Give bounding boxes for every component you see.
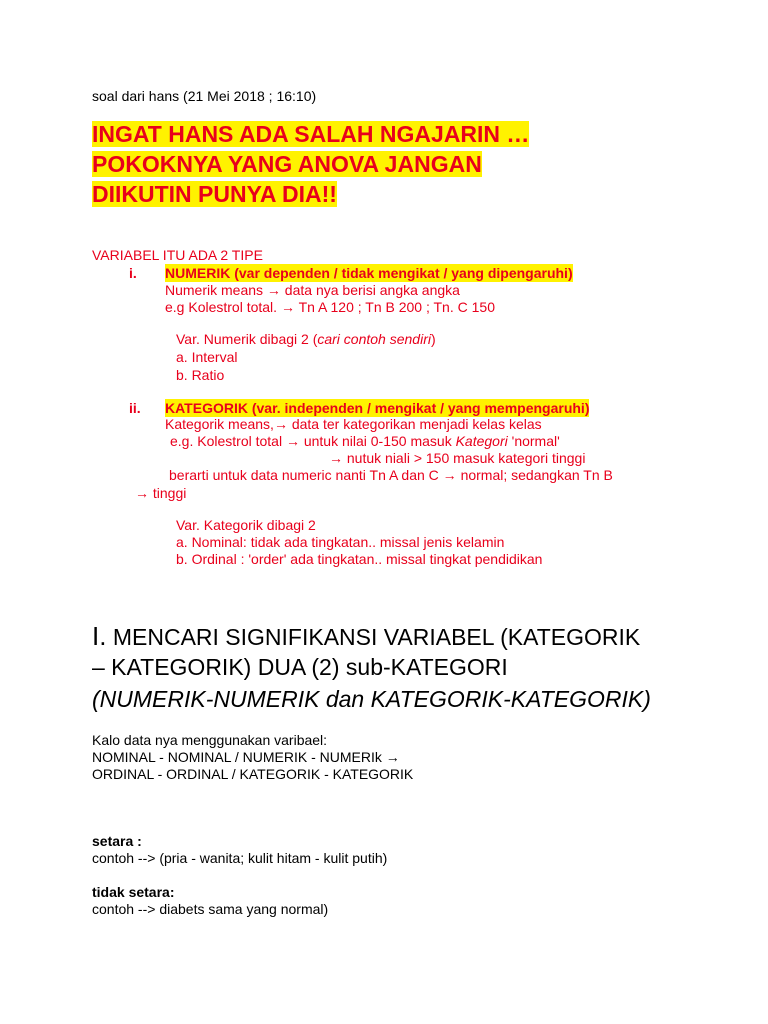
kalo-line: Kalo data nya menggunakan varibael:: [92, 732, 328, 748]
kategorik-split: Var. Kategorik dibagi 2: [176, 517, 316, 533]
kategorik-berarti: berarti untuk data numeric nanti Tn A dan C → normal; sedangkan Tn B: [169, 467, 613, 483]
numerik-example: e.g Kolestrol total. → Tn A 120 ; Tn B 200 ; Tn. C 150: [165, 299, 495, 315]
kategorik-example-2: → nutuk niali > 150 masuk kategori tinggi: [329, 450, 586, 466]
setara-label: setara :: [92, 833, 142, 849]
warning-line-1: INGAT HANS ADA SALAH NGAJARIN …: [92, 121, 530, 147]
kategorik-heading: KATEGORIK (var. independen / mengikat / yang mempengaruhi): [165, 400, 590, 416]
section-1-heading-line-3: (NUMERIK-NUMERIK dan KATEGORIK-KATEGORIK): [92, 686, 651, 712]
variabel-title: VARIABEL ITU ADA 2 TIPE: [92, 247, 263, 263]
numerik-means: Numerik means → data nya berisi angka angka: [165, 282, 460, 298]
kategorik-roman: ii.: [129, 400, 141, 416]
ordinal-line: ORDINAL - ORDINAL / KATEGORIK - KATEGORIK: [92, 766, 414, 782]
setara-contoh: contoh --> (pria - wanita; kulit hitam - kulit putih): [92, 850, 388, 866]
kategorik-means: Kategorik means,→ data ter kategorikan menjadi kelas kelas: [165, 416, 542, 432]
nominal-line: NOMINAL - NOMINAL / NUMERIK - NUMERIk →: [92, 749, 400, 765]
numerik-heading: NUMERIK (var dependen / tidak mengikat / yang dipengaruhi): [165, 265, 573, 281]
section-1-heading-line-2: – KATEGORIK) DUA (2) sub-KATEGORI: [92, 654, 508, 680]
numerik-roman: i.: [129, 265, 137, 281]
kategorik-example: e.g. Kolestrol total → untuk nilai 0-150 masuk Kategori 'normal': [170, 433, 560, 449]
warning-line-3: DIIKUTIN PUNYA DIA!!: [92, 181, 337, 207]
numerik-item-ratio: b. Ratio: [176, 367, 225, 383]
numerik-item-interval: a. Interval: [176, 349, 238, 365]
kategorik-tinggi: → tinggi: [135, 485, 187, 501]
kategorik-item-ordinal: b. Ordinal : 'order' ada tingkatan.. missal tingkat pendidikan: [176, 551, 543, 567]
section-1-heading-line-1: I. MENCARI SIGNIFIKANSI VARIABEL (KATEGORIK: [92, 621, 641, 651]
warning-line-2: POKOKNYA YANG ANOVA JANGAN: [92, 151, 482, 177]
tidak-setara-contoh: contoh --> diabets sama yang normal): [92, 901, 329, 917]
tidak-setara-label: tidak setara:: [92, 884, 175, 900]
numerik-split: Var. Numerik dibagi 2 (cari contoh sendiri): [176, 331, 436, 347]
kategorik-item-nominal: a. Nominal: tidak ada tingkatan.. missal jenis kelamin: [176, 534, 505, 550]
header-line: soal dari hans (21 Mei 2018 ; 16:10): [92, 88, 317, 104]
